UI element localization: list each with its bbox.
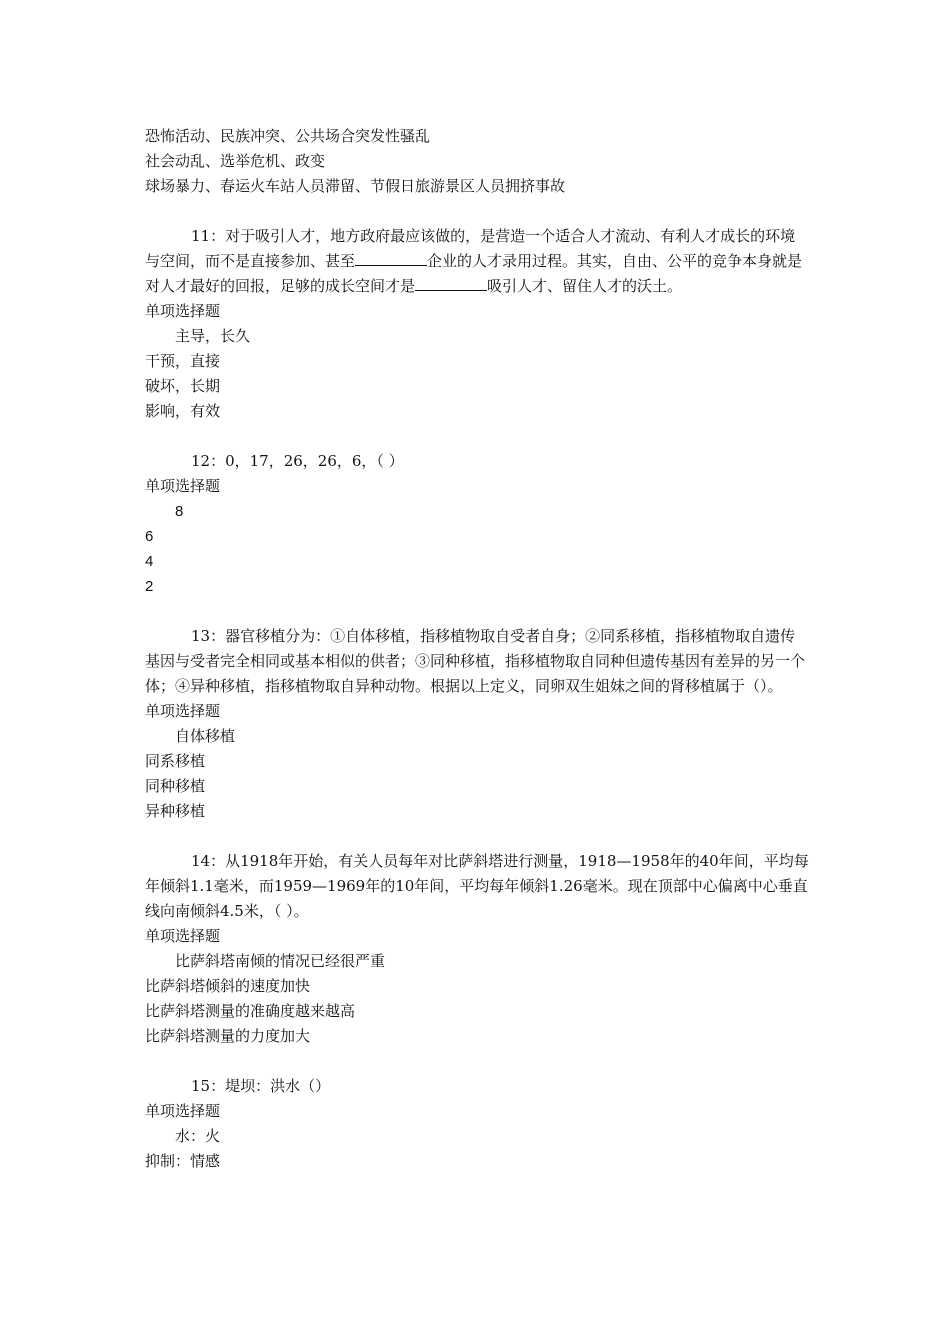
- question-type: 单项选择题: [145, 702, 221, 720]
- question-14: [145, 849, 810, 1049]
- option-text: 6: [145, 528, 154, 545]
- option-text: 水：火: [175, 1127, 221, 1145]
- option-text: 同种移植: [145, 777, 206, 795]
- option-text: 同系移植: [145, 752, 206, 770]
- option-text: 恐怖活动、民族冲突、公共场合突发性骚乱: [145, 127, 431, 145]
- fill-blank: [355, 251, 427, 266]
- option-text: 破坏，长期: [145, 377, 221, 395]
- option-text: 4: [145, 553, 154, 570]
- question-stem: 14：从1918年开始，有关人员每年对比萨斜塔进行测量，1918—1958年的40年间，平均每年倾斜1.1毫米，而1959—1969年的10年间，平均每年倾斜1.26毫米。现在顶部中心偏离中心垂直线向南倾斜4.5米，（ ）。: [145, 852, 809, 920]
- question-stem: 13：器官移植分为：①自体移植，指移植物取自受者自身；②同系移植，指移植物取自遗传基因与受者完全相同或基本相似的供者；③同种移植，指移植物取自同种但遗传基因有差异的另一个体；④异种移植，指移植物取自异种动物。根据以上定义，同卵双生姐妹之间的肾移植属于（）。: [145, 627, 806, 695]
- fill-blank: [415, 276, 487, 291]
- stem-part: 11：对于吸引人才，地方政府最应该做的，是营造一个适合人才流动、有利人才成长的环境与空间，而不是直接参加、甚至: [145, 227, 796, 270]
- question-15: [145, 1074, 810, 1174]
- question-12: [145, 449, 810, 599]
- option-text: 2: [145, 578, 154, 595]
- question-11: [145, 224, 810, 424]
- option-text: 8: [175, 503, 184, 520]
- option-text: 球场暴力、春运火车站人员滞留、节假日旅游景区人员拥挤事故: [145, 177, 566, 195]
- question-stem: 12：0，17，26，26，6，（ ）: [191, 452, 404, 470]
- question-type: 单项选择题: [145, 1102, 221, 1120]
- stem-part: 企业的人才录用过程。其实，自由、公平的竞争本身就是对人才最好的回报，足够的成长空间才是: [145, 252, 803, 295]
- question-stem: [145, 224, 810, 299]
- question-13: [145, 624, 810, 824]
- previous-question-options: [145, 124, 810, 199]
- option-text: 比萨斜塔南倾的情况已经很严重: [175, 952, 386, 970]
- document-page: [145, 124, 810, 1174]
- question-type: 单项选择题: [145, 927, 221, 945]
- option-text: 社会动乱、选举危机、政变: [145, 152, 326, 170]
- option-text: 影响，有效: [145, 402, 221, 420]
- option-text: 比萨斜塔倾斜的速度加快: [145, 977, 311, 995]
- option-text: 比萨斜塔测量的力度加大: [145, 1027, 311, 1045]
- question-stem: 15：堤坝：洪水（）: [191, 1077, 331, 1095]
- option-text: 干预，直接: [145, 352, 221, 370]
- stem-part: 吸引人才、留住人才的沃土。: [487, 277, 683, 295]
- question-type: 单项选择题: [145, 477, 221, 495]
- option-text: 抑制：情感: [145, 1152, 221, 1170]
- question-type: 单项选择题: [145, 302, 221, 320]
- option-text: 自体移植: [175, 727, 236, 745]
- option-text: 比萨斜塔测量的准确度越来越高: [145, 1002, 356, 1020]
- option-text: 主导，长久: [175, 327, 251, 345]
- option-text: 异种移植: [145, 802, 206, 820]
